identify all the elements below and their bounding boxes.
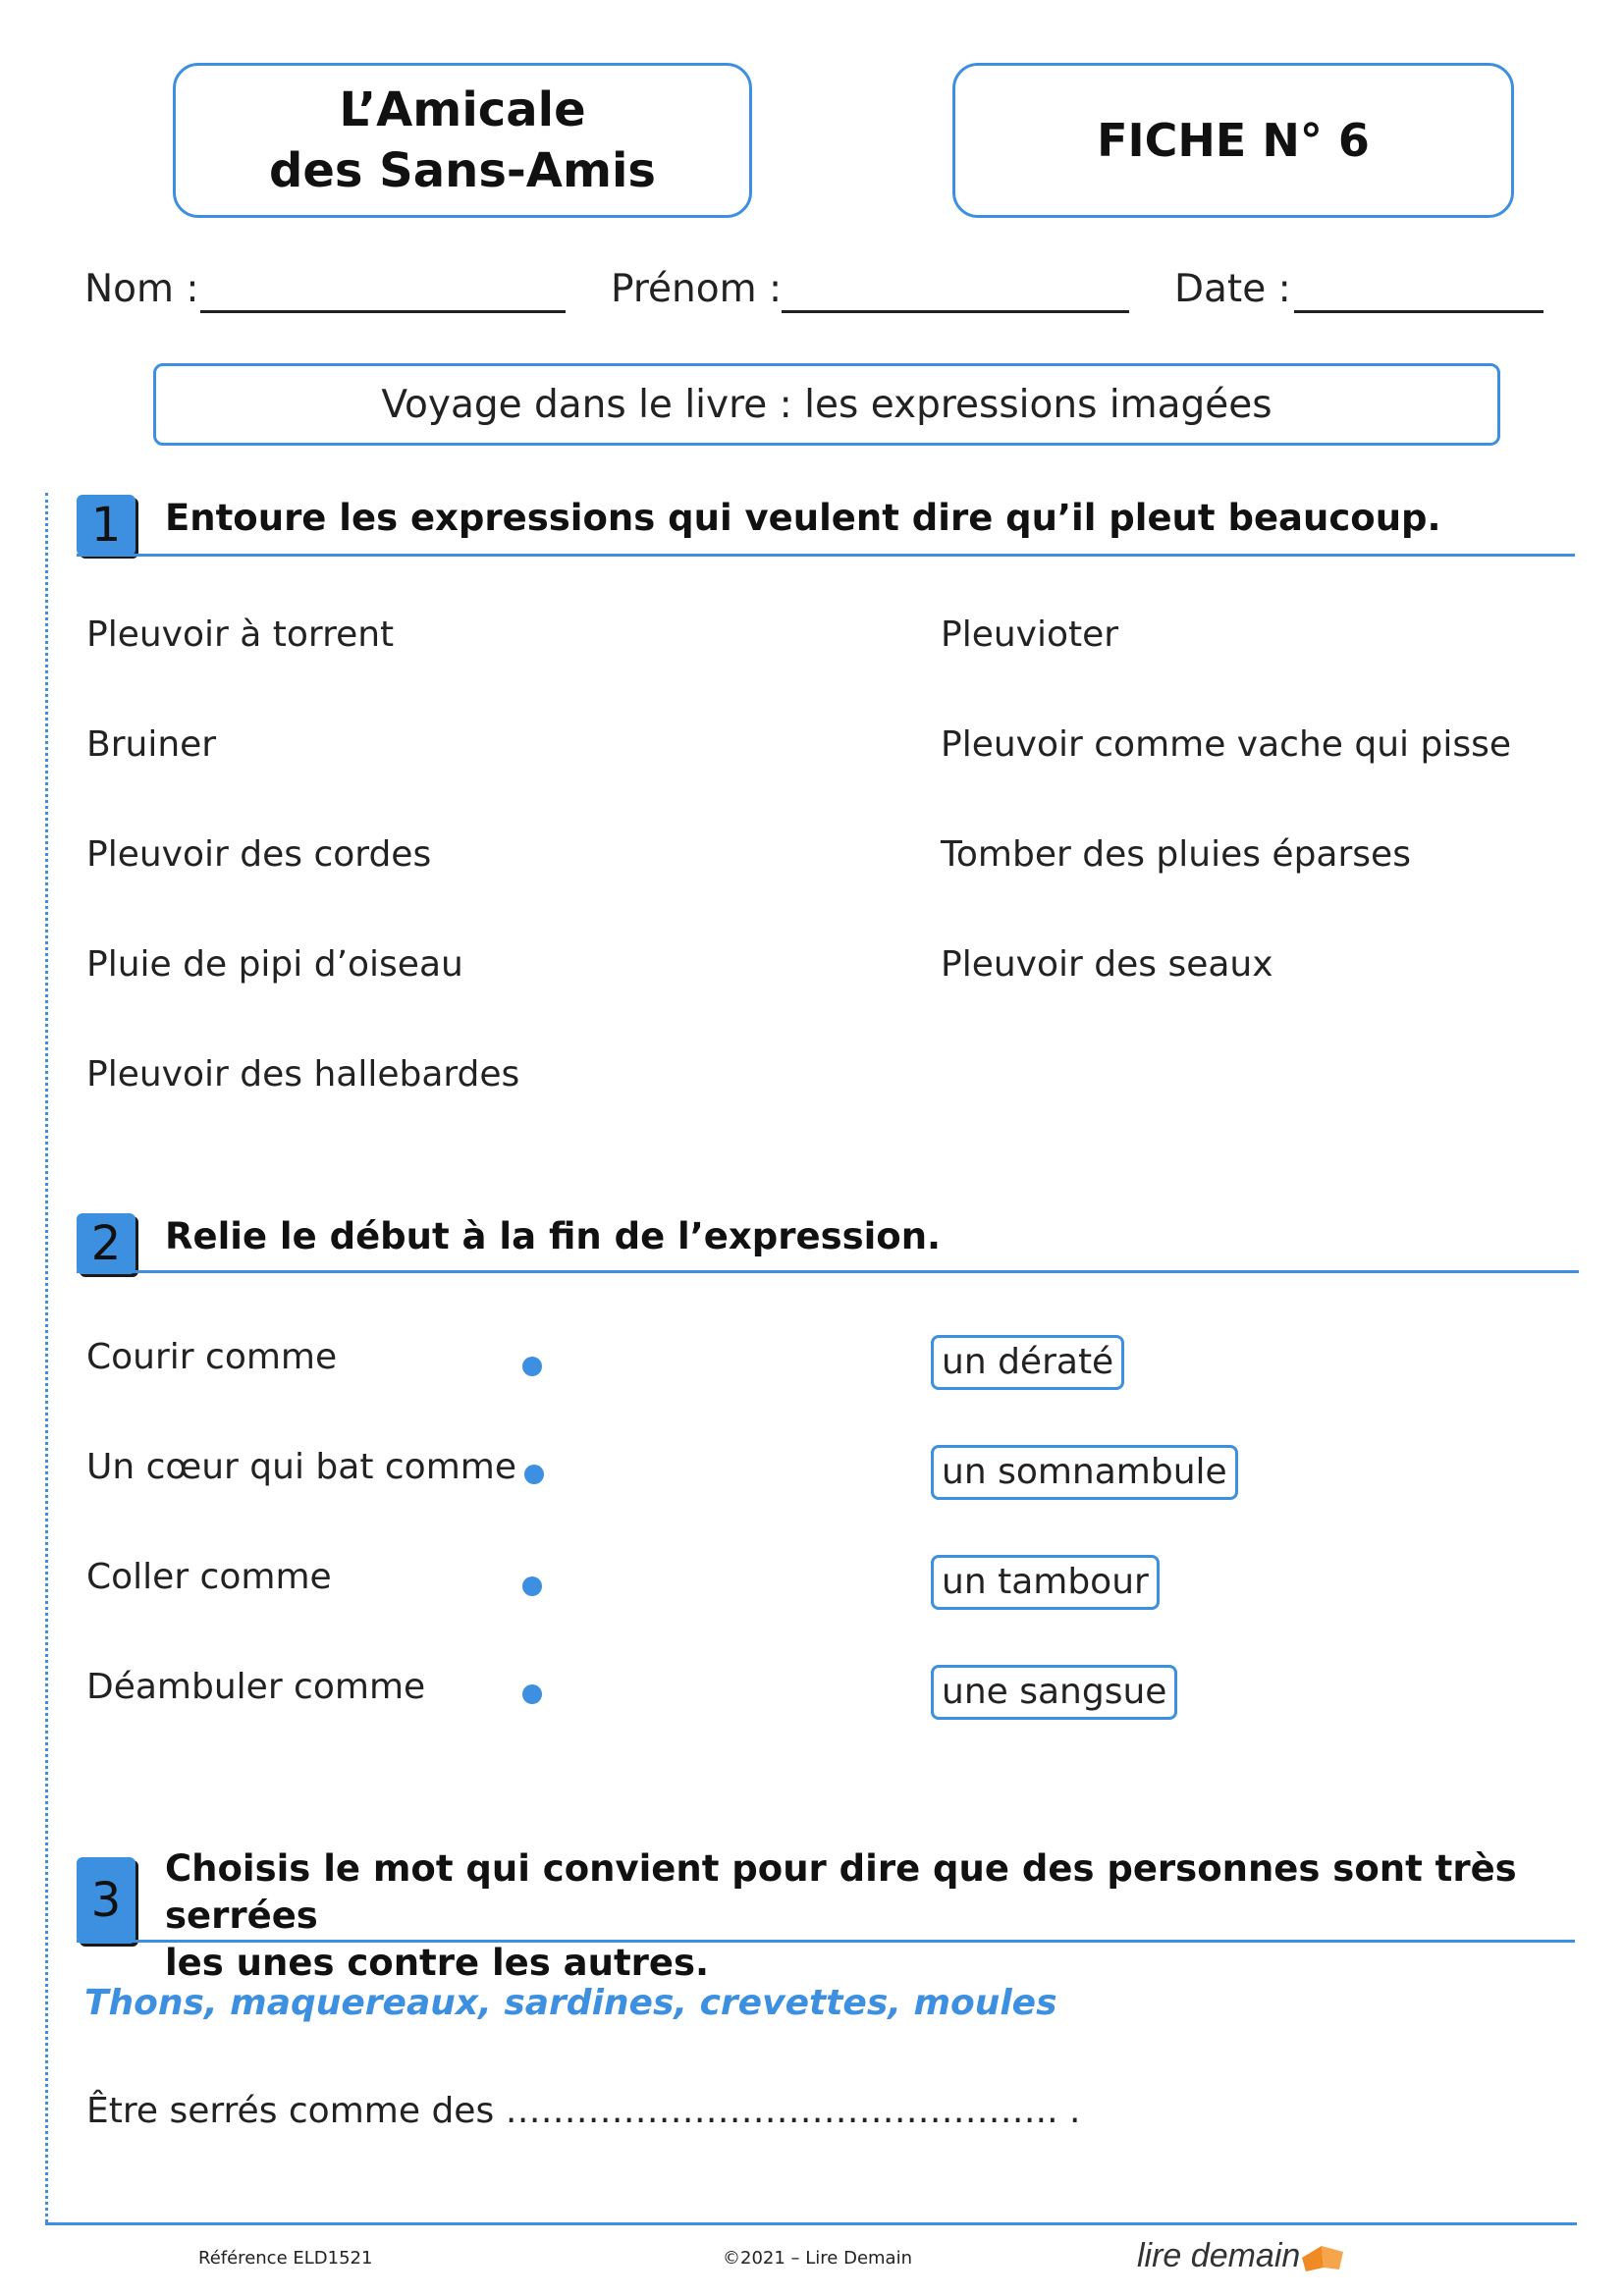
expression-right-3[interactable]: Tomber des pluies éparses xyxy=(941,834,1411,875)
expression-right-1[interactable]: Pleuvioter xyxy=(941,614,1119,655)
footer-rule xyxy=(45,2222,1577,2225)
link-dot-1[interactable] xyxy=(522,1357,542,1376)
margin-line xyxy=(45,493,48,2222)
ending-2[interactable]: un somnambule xyxy=(931,1445,1238,1500)
section-1-instruction: Entoure les expressions qui veulent dire qu’il pleut beaucoup. xyxy=(165,497,1441,539)
theme-box xyxy=(153,363,1500,446)
theme-title: Voyage dans le livre : les expressions imagées xyxy=(381,382,1272,427)
expression-left-1[interactable]: Pleuvoir à torrent xyxy=(86,614,395,655)
footer-logo xyxy=(1137,2234,1345,2277)
link-dot-3[interactable] xyxy=(522,1576,542,1596)
section-3-instruction-line-2: les unes contre les autres. xyxy=(165,1942,710,1984)
section-2-badge xyxy=(77,1213,135,1274)
logo-text: lire demain xyxy=(1137,2236,1301,2274)
footer-copyright: ©2021 – Lire Demain xyxy=(723,2248,912,2269)
title-line-1: L’Amicale xyxy=(339,82,586,137)
section-3-instruction-line-1: Choisis le mot qui convient pour dire que des personnes sont très serrées xyxy=(165,1847,1517,1937)
start-1: Courir comme xyxy=(86,1337,338,1377)
firstname-label: Prénom : xyxy=(611,267,783,311)
expression-left-5[interactable]: Pleuvoir des hallebardes xyxy=(86,1054,520,1095)
expression-right-4[interactable]: Pleuvoir des seaux xyxy=(941,944,1273,985)
expression-left-3[interactable]: Pleuvoir des cordes xyxy=(86,834,432,875)
firstname-field[interactable] xyxy=(782,310,1129,313)
fill-in-sentence[interactable]: Être serrés comme des ……………………………………….. . xyxy=(86,2091,1081,2131)
start-4: Déambuler comme xyxy=(86,1667,426,1707)
date-field[interactable] xyxy=(1294,310,1543,313)
title-box xyxy=(173,63,752,218)
section-3-instruction xyxy=(165,1845,1624,1987)
name-field[interactable] xyxy=(200,310,566,313)
ending-4[interactable]: une sangsue xyxy=(931,1665,1177,1720)
title-line-2: des Sans-Amis xyxy=(268,143,656,198)
expression-right-2[interactable]: Pleuvoir comme vache qui pisse xyxy=(941,724,1511,765)
section-1-number: 1 xyxy=(90,498,122,553)
date-label: Date : xyxy=(1174,267,1291,311)
section-2-number: 2 xyxy=(90,1216,122,1271)
start-3: Coller comme xyxy=(86,1557,332,1597)
section-2-rule xyxy=(77,1270,1579,1273)
ending-3[interactable]: un tambour xyxy=(931,1555,1160,1610)
sheet-number-box xyxy=(952,63,1514,218)
logo-book-icon xyxy=(1300,2238,1345,2273)
word-bank: Thons, maquereaux, sardines, crevettes, moules xyxy=(84,1983,1057,2023)
expression-left-4[interactable]: Pluie de pipi d’oiseau xyxy=(86,944,463,985)
section-3-badge xyxy=(77,1857,135,1944)
section-3-rule xyxy=(77,1940,1575,1943)
ending-1[interactable]: un dératé xyxy=(931,1335,1124,1390)
section-2-instruction: Relie le début à la fin de l’expression. xyxy=(165,1215,942,1257)
footer-reference: Référence ELD1521 xyxy=(198,2248,373,2269)
section-1-badge xyxy=(77,495,135,556)
start-2: Un cœur qui bat comme xyxy=(86,1447,516,1487)
section-3-number: 3 xyxy=(90,1873,122,1928)
section-1-rule xyxy=(77,554,1575,557)
sheet-number: FICHE N° 6 xyxy=(1097,114,1370,167)
name-label: Nom : xyxy=(84,267,199,311)
expression-left-2[interactable]: Bruiner xyxy=(86,724,217,765)
link-dot-4[interactable] xyxy=(522,1684,542,1704)
link-dot-2[interactable] xyxy=(524,1465,544,1484)
